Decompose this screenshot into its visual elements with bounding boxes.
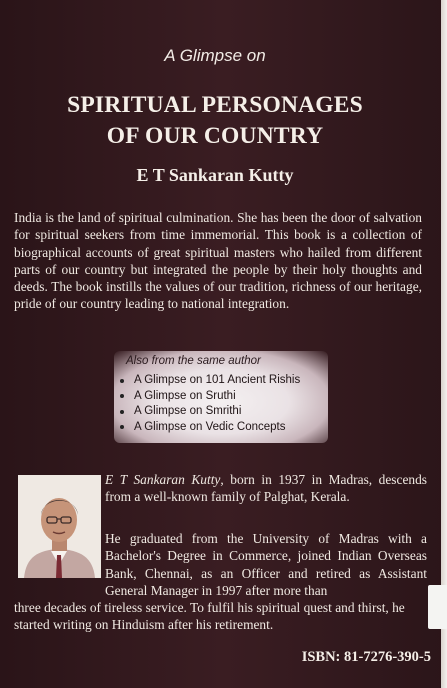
also-from-panel (114, 351, 328, 443)
list-item-label: A Glimpse on Sruthi (134, 389, 236, 402)
author-name: E T Sankaran Kutty (136, 165, 294, 185)
book-title-line-2: OF OUR COUNTRY (106, 123, 324, 149)
list-item-label: A Glimpse on Smrithi (134, 405, 242, 417)
list-item (120, 420, 300, 436)
bullet-icon (120, 425, 124, 429)
author-bio-career: He graduated from the University of Madras with a Bachelor's Degree in Commerce, joined Indian Overseas Bank, Chennai, as an Officer and retired as Assistant General Manager in 1997 after more than (105, 531, 427, 598)
book-blurb: India is the land of spiritual culmination. She has been the door of salvation for spiritual seekers from time immemorial. This book is a collection of biographical accounts of great spiritual masters who hailed from different parts of our country but integrated the people by their holy thoughts and deeds. The book instills the values of our tradition, richness of our heritage, pride of our country leading to national integration. (14, 210, 422, 312)
list-item (120, 389, 300, 405)
author-bio-intro-text: , born in 1937 in Madras, descends from a well-known family of Palghat, Kerala. (105, 472, 428, 505)
list-item (120, 373, 300, 389)
also-from-list (120, 373, 300, 435)
author-bio-intro (105, 471, 427, 506)
bullet-icon (120, 410, 124, 414)
bullet-icon (120, 379, 124, 383)
list-item-label: A Glimpse on Vedic Concepts (134, 420, 286, 433)
list-item-label: A Glimpse on 101 Ancient Rishis (134, 374, 301, 386)
book-subtitle: A Glimpse on (164, 46, 266, 65)
author-photo (18, 475, 101, 578)
author-bio-writing: three decades of tireless service. To fulfil his spiritual quest and thirst, he started writing on Hinduism after his retirement. (14, 600, 405, 633)
isbn-number: ISBN: 81-7276-390-5 (301, 649, 431, 665)
author-bio-name: E T Sankaran Kutty (105, 472, 221, 487)
book-title (0, 90, 430, 152)
list-item (120, 404, 300, 420)
also-from-heading: Also from the same author (126, 355, 261, 367)
library-sticker (428, 585, 447, 629)
bullet-icon (120, 394, 124, 398)
book-title-line-1: SPIRITUAL PERSONAGES (67, 92, 363, 118)
